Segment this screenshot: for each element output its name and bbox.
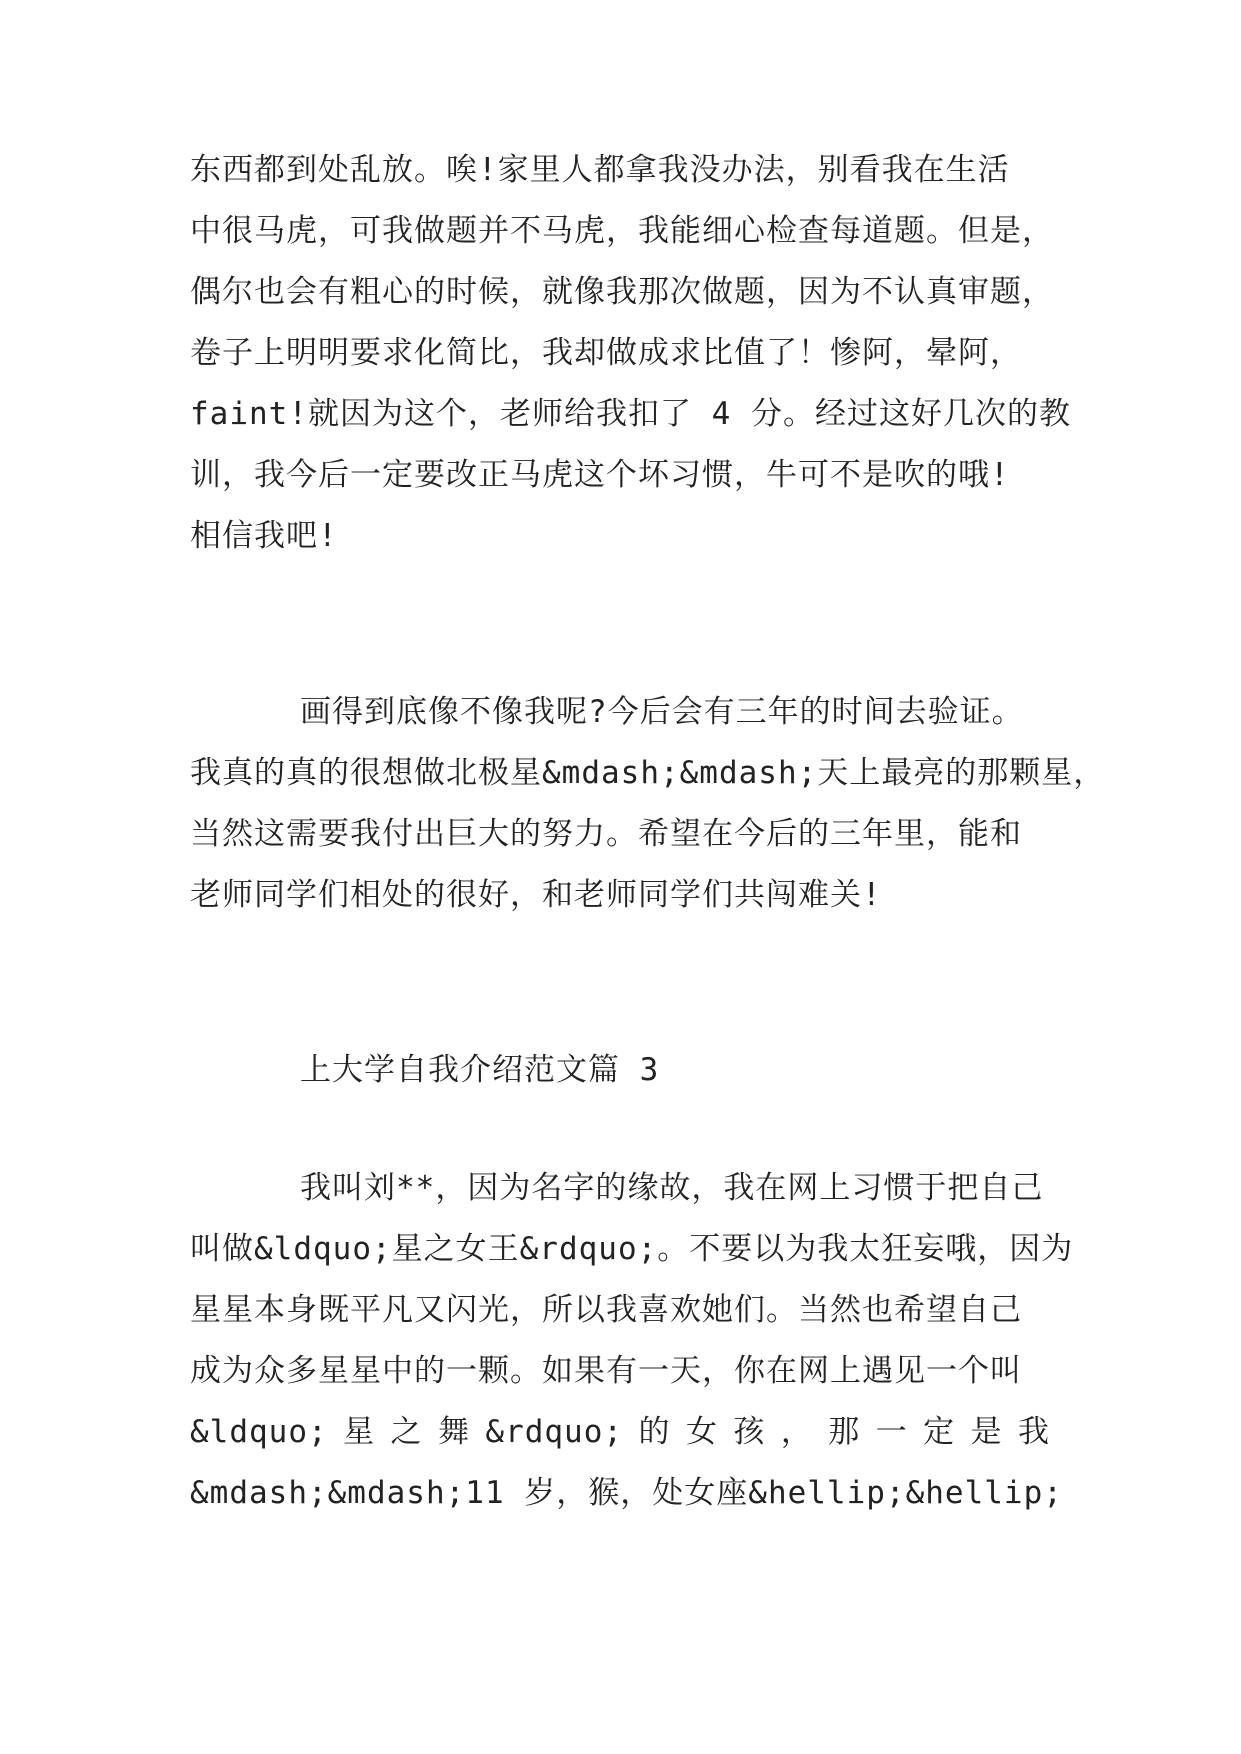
paragraph-line: 叫做&ldquo;星之女王&rdquo;。不要以为我太狂妄哦，因为 [190, 1231, 1074, 1267]
text-token: ， [780, 1414, 813, 1450]
paragraph-line: 中很马虎，可我做题并不马虎，我能细心检查每道题。但是， [190, 213, 1054, 249]
paragraph-line: 相信我吧! [190, 518, 338, 554]
section-heading: 上大学自我介绍范文篇 3 [300, 1052, 660, 1088]
paragraph-line: 训，我今后一定要改正马虎这个坏习惯，牛可不是吹的哦! [190, 457, 1010, 493]
text-token: &rdquo; [485, 1414, 624, 1450]
paragraph-line: 我真的真的很想做北极星&mdash;&mdash;天上最亮的那颗星， [190, 755, 1106, 791]
paragraph-line: 画得到底像不像我呢?今后会有三年的时间去验证。 [300, 694, 1024, 730]
justified-paragraph-line [190, 1414, 1050, 1450]
paragraph-line: 当然这需要我付出巨大的努力。希望在今后的三年里，能和 [190, 816, 1022, 852]
text-token: 孩 [733, 1414, 766, 1450]
paragraph-line: 卷子上明明要求化简比，我却做成求比值了！惨阿，晕阿， [190, 335, 1022, 371]
text-token: 我 [1018, 1414, 1050, 1450]
text-token: 定 [923, 1414, 956, 1450]
text-token: 那 [828, 1414, 861, 1450]
text-token: 舞 [437, 1414, 470, 1450]
text-token: &ldquo; [190, 1414, 328, 1450]
paragraph-line: 星星本身既平凡又闪光，所以我喜欢她们。当然也希望自己 [190, 1292, 1022, 1328]
paragraph-line: &mdash;&mdash;11 岁，猴，处女座&hellip;&hellip; [190, 1475, 1063, 1511]
paragraph-line: 偶尔也会有粗心的时候，就像我那次做题，因为不认真审题， [190, 274, 1054, 310]
text-token: 是 [970, 1414, 1003, 1450]
paragraph-line: 东西都到处乱放。唉!家里人都拿我没办法，别看我在生活 [190, 152, 1010, 188]
paragraph-line: 我叫刘**，因为名字的缘故，我在网上习惯于把自己 [300, 1170, 1044, 1206]
text-token: 一 [875, 1414, 908, 1450]
text-token: 星 [343, 1414, 376, 1450]
paragraph-line: faint!就因为这个，老师给我扣了 4 分。经过这好几次的教 [190, 396, 1071, 432]
paragraph-line: 老师同学们相处的很好，和老师同学们共闯难关! [190, 877, 882, 913]
text-token: 的 [638, 1414, 671, 1450]
paragraph-line: 成为众多星星中的一颗。如果有一天，你在网上遇见一个叫 [190, 1353, 1022, 1389]
text-token: 女 [685, 1414, 718, 1450]
text-token: 之 [390, 1414, 423, 1450]
